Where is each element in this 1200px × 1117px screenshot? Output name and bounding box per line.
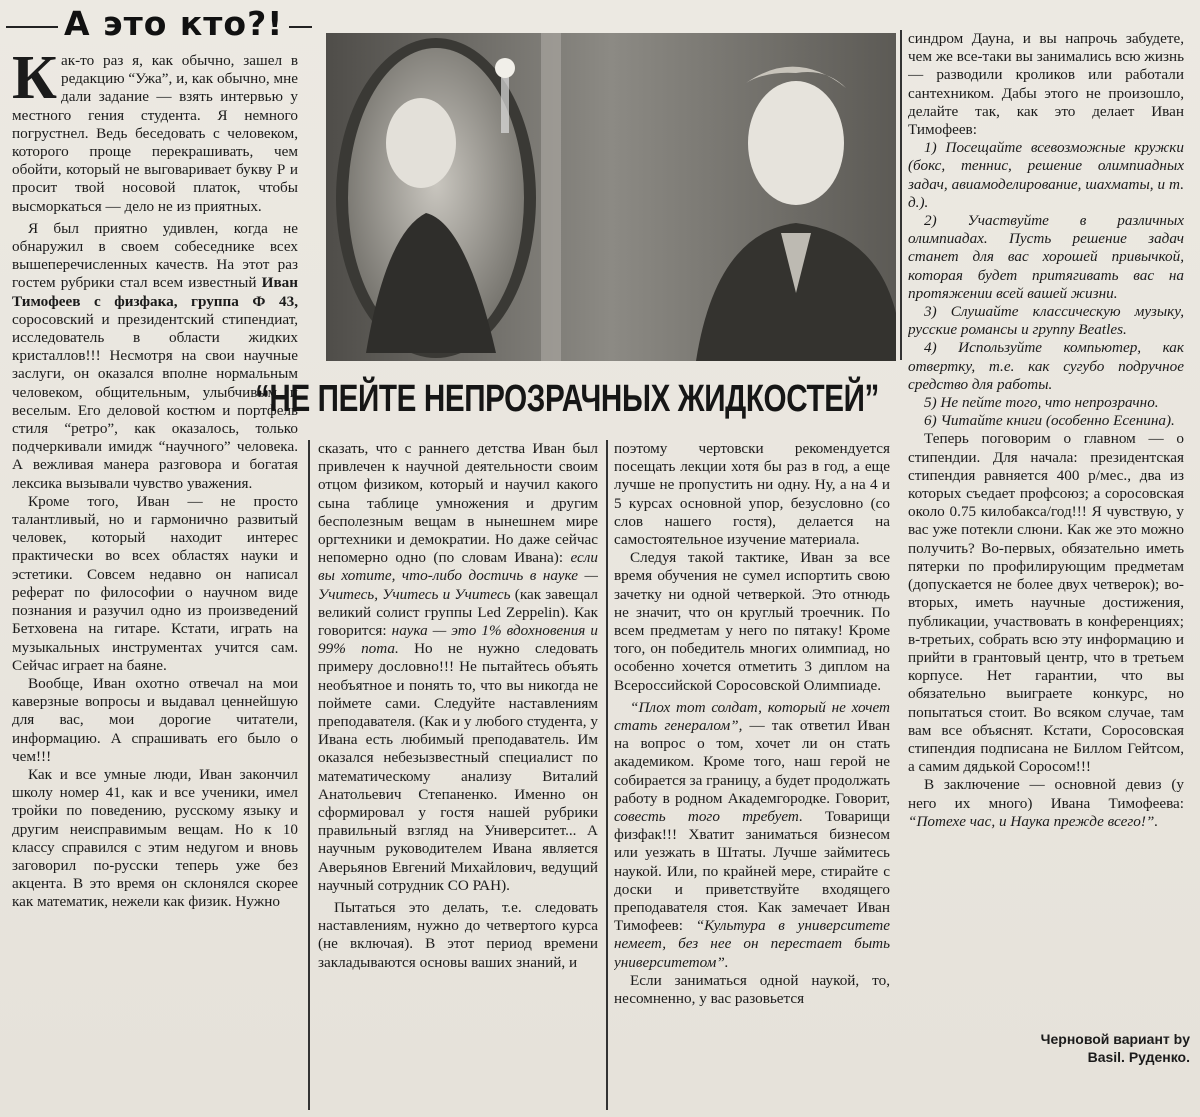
paragraph-text: Товарищи физфак!!! Хватит заниматься бизнесом или уезжать в Штаты. Лучше займитесь наукой. Или, по крайней мере, стирайте с доски и приветствуйте входящего преподавателя стоя. Как замечает Иван Тимофеев: <box>614 808 890 935</box>
paragraph: Как и все умные люди, Иван закончил школу номер 41, как и все ученики, имел тройки по поведению, русскому языку и другим неисправимым вещам. Но к 10 классу справился с этим недугом и вновь заговорил по-русски теперь уже без акцента. В это время он склонялся скорее как математик, нежели как физик. Нужно <box>12 765 298 911</box>
list-item: 4) Используйте компьютер, как отвертку, т.е. как сугубо подручное средство для работы. <box>908 339 1184 393</box>
signature-line-1: Черновой вариант by <box>1040 1031 1190 1047</box>
paragraph: Вообще, Иван охотно отвечал на мои каверзные вопросы и выдавал ценнейшую для вас, мои дорогие читатели, информацию. А спрашивать его было о чем!!! <box>12 674 298 765</box>
paragraph: Следуя такой тактике, Иван за все время обучения не сумел испортить свою зачетку ни одной четверкой. Это отнюдь не значит, что он круглый троечник. По всем предметам у него по пятаку! Кроме того, он победитель многих олимпиад, но особенно хочется отметить 3 диплом на Всероссийской Соросовской Олимпиаде. <box>614 549 890 694</box>
paragraph: Пытаться это делать, т.е. следовать наставлениям, нужно до четвертого курса (не включая). В этот период времени закладываются основы ваших знаний, и <box>318 899 598 971</box>
paragraph-text: сказать, что с раннего детства Иван был привлечен к научной деятельности своим отцом физиком, который и научил какого сына таблице умножения и другим бесполезным вещам в нынешнем мире оргтехники и демократии. Но даже сейчас непомерно одно (по словам Ивана): <box>318 440 598 567</box>
paragraph-text: соросовский и президентский стипендиат, исследователь в области жидких кристаллов!!! Несмотря на свои научные заслуги, он оказался вполне нормальным человеком, общительным, улыбчивым и веселым. Его деловой костюм и портфель стиля “ретро”, как оказалось, только подчеркивали имидж “научного” человека. А вежливая манера разговора и богатая лексика вызывали чувство уважения. <box>12 310 298 492</box>
signature-line-2: Basil. Руденко. <box>1087 1049 1190 1065</box>
drop-cap: К <box>12 52 57 112</box>
guest-name: Иван Тимофеев с физфака, группа Ф 43, <box>12 274 298 310</box>
quote: наука — это 1% вдохновения и 99% пота. <box>318 622 598 658</box>
paragraph <box>12 220 298 493</box>
quote: “Культура в университете немеет, без нее он перестает быть университетом”. <box>614 917 890 971</box>
rubric-title: А это кто?! <box>58 4 289 43</box>
photo-image <box>326 33 896 361</box>
paragraph-text: Я был приятно удивлен, когда не обнаружил в своем собеседнике всех вышеперечисленных качеств. На этот раз гостем рубрики стал всем известный <box>12 219 298 292</box>
paragraph <box>318 440 598 895</box>
column-2 <box>318 440 598 1112</box>
quote: совесть того требует. <box>614 808 803 826</box>
paragraph-text: Но не нужно следовать примеру дословно!!! Не пытайтесь объять необъятное и понять то, что вы никогда не поймете сами. Следуйте наставлениям преподавателя. (Как и у любого студента, у Ивана есть любимый преподаватель. Им оказался небезызвестный специалист по математическому анализу Виталий Анатольевич Степаненко. Именно он сформировал у гостя нашей рубрики правильный взгляд на Университет... А научным руководителем Ивана является Аверьянов Евгений Михайлович, ведущий научный сотрудник СО РАН). <box>318 640 598 894</box>
motto: “Потехе час, и Наука прежде всего!”. <box>908 812 1159 830</box>
paragraph-text: ак-то раз я, как обычно, зашел в редакцию “Ужа”, и, как обычно, мне дали задание — взять интервью у местного гения студента. Я немного погрустнел. Ведь беседовать с человеком, которого проще перекрашивать, чем обойти, который не выговаривает букву Р и просит твой носовой платок, чтобы высморкаться — дело не из приятных. <box>12 52 298 215</box>
lead-paragraph <box>12 52 298 216</box>
paragraph: Кроме того, Иван — не просто талантливый, но и гармонично развитый человек, который находит интерес практически во всех областях науки и эстетики. Совсем недавно он написал реферат по философии о научном виде познания и разучил одно из произведений Бетховена на гитаре. Кстати, играть на музыкальных инструментах учится сам. Сейчас играет на баяне. <box>12 492 298 674</box>
list-item: 3) Слушайте классическую музыку, русские романсы и группу Beatles. <box>908 303 1184 339</box>
author-signature <box>975 1030 1190 1066</box>
list-item: 1) Посещайте всевозможные кружки (бокс, теннис, решение олимпиадных задач, авиамоделирование, шахматы, и т. д.). <box>908 139 1184 211</box>
paragraph <box>908 776 1184 831</box>
paragraph: Если заниматься одной наукой, то, несомненно, у вас разовьется <box>614 971 890 1008</box>
list-item: 5) Не пейте того, что непрозрачно. <box>924 394 1159 412</box>
paragraph: поэтому чертовски рекомендуется посещать лекции хотя бы раз в год, а еще лучше не пропустить ни одну. Ну, а на 4 и 5 курсах основной упор, безусловно (со слов нашего гостя), делается на самостоятельное изучение материала. <box>614 440 890 549</box>
headline: “НЕ ПЕЙТЕ НЕПРОЗРАЧНЫХ ЖИДКОСТЕЙ” <box>255 378 879 420</box>
list-item: 6) Читайте книги (особенно Есенина). <box>924 412 1175 430</box>
photo <box>326 33 896 361</box>
column-rule <box>308 440 310 1110</box>
quote: если вы хотите, что-либо достичь в науке — Учитесь, Учитесь и Учитесь <box>318 549 598 603</box>
column-rule <box>606 440 608 1110</box>
column-3 <box>614 440 890 1112</box>
paragraph-text: — так ответил Иван на вопрос о том, хочет ли он стать академиком. Кроме того, наш герой не собирается за границу, а будет продолжать работу в родном Академгородке. Говорит, <box>614 717 890 807</box>
paragraph-text: (как завещал великий солист группы Led Zeppelin). Как говорится: <box>318 585 598 640</box>
column-rule <box>900 30 902 360</box>
rubric-header <box>6 6 312 42</box>
column-1 <box>12 52 298 1112</box>
paragraph <box>614 699 890 972</box>
quote: “Плох тот солдат, который не хочет стать генералом”, <box>614 698 890 735</box>
paragraph-text: В заключение — основной девиз (у него их много) Ивана Тимофеева: <box>908 776 1184 812</box>
paragraph: синдром Дауна, и вы напрочь забудете, чем же все-таки вы занимались всю жизнь — разводили кроликов или работали сантехником. Дабы этого не произошло, делайте так, как это делает Иван Тимофеев: <box>908 30 1184 139</box>
paragraph: Теперь поговорим о главном — о стипендии. Для начала: президентская стипендия равняется 400 р/мес., два из которых съедает профсоюз; а соросовская около 0.75 килобакса/год!!! Я чувствую, у вас уже потекли слюни. Как же это можно получить? Во-первых, обязательно иметь пятерки по профилирующим предметам (допускается не более двух четверок); во-вторых, иметь научные достижения, публикации, участвовать в конференциях; в-третьих, собрать всю эту информацию и прийти в грантовый центр, что в третьем корпусе. Нет гарантии, что вы обязательно выиграете конкурс, но попытаться стоит. Во всяком случае, там вам все объяснят. Кстати, Соросовская стипендия подписана не Биллом Гейтсом, а самим дядькой Соросом!!! <box>908 430 1184 776</box>
column-4 <box>908 30 1184 1020</box>
list-item: 2) Участвуйте в различных олимпиадах. Пусть решение задач станет для вас хорошей привычкой, которая будет притягивать вас на протяжении всей вашей жизни. <box>908 212 1184 302</box>
